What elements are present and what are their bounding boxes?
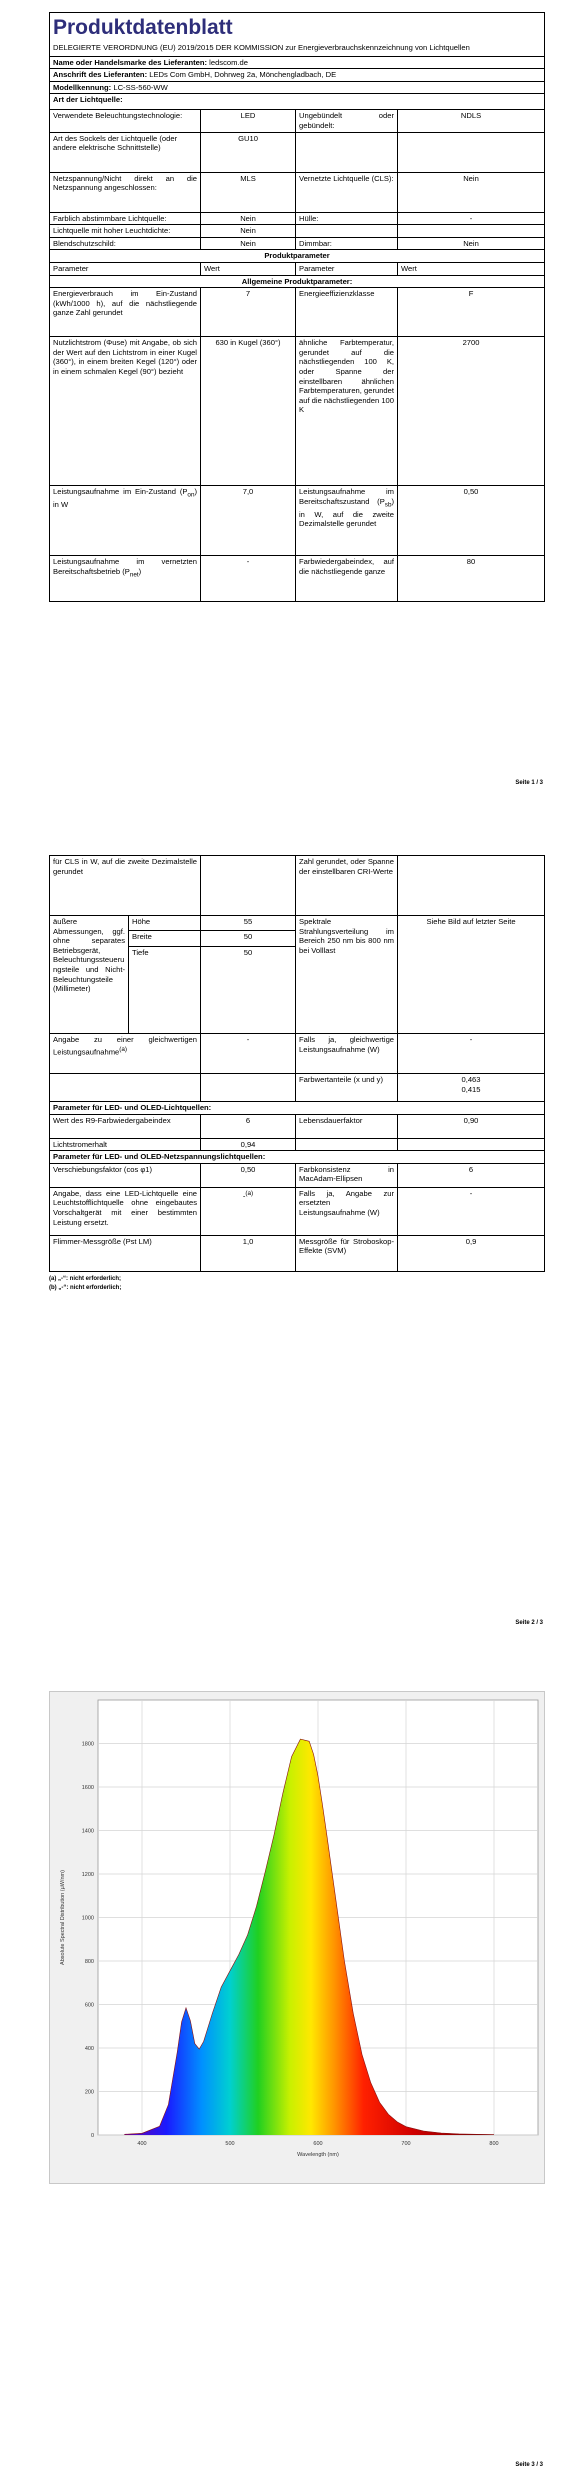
equiv-label <box>50 1034 201 1074</box>
footnote-b <box>49 1284 544 1293</box>
empty-cell <box>296 132 398 172</box>
page-number-2: Seite 2 / 3 <box>515 1620 543 1626</box>
tech-value: LED <box>201 110 296 132</box>
y-tick-label: 0 <box>90 2133 94 2139</box>
claim-sup: (a) <box>245 1189 254 1197</box>
footnote-b-text: „-“: nicht erforderlich; <box>58 1284 122 1291</box>
page-1 <box>49 12 544 602</box>
life-label: Lebensdauerfaktor <box>296 1114 398 1138</box>
y-tick-label: 800 <box>84 1959 94 1965</box>
height-label: Höhe <box>129 916 201 931</box>
width-label: Breite <box>129 931 201 946</box>
strobo-value: 0,9 <box>398 1235 545 1271</box>
y-tick-label: 1000 <box>81 1915 94 1922</box>
x-axis-label: Wavelength (nm) <box>297 2152 339 2158</box>
flux-value: 630 in Kugel (360°) <box>201 337 296 486</box>
cri-label-part1: Farbwiedergabeindex, auf die nächstliegende ganze <box>296 556 398 602</box>
nondirect-value: NDLS <box>398 110 545 132</box>
r9-value: 6 <box>201 1114 296 1138</box>
consist-value: 6 <box>398 1163 545 1187</box>
col-param-2: Parameter <box>296 262 398 275</box>
dim-label: Dimmbar: <box>296 237 398 250</box>
empty-cell <box>296 225 398 238</box>
model-value: LC-SS-560-WW <box>113 82 168 92</box>
empty-cell <box>398 225 545 238</box>
claim-w-value: - <box>398 1187 545 1235</box>
envelope-value: - <box>398 212 545 225</box>
model-row <box>50 81 545 94</box>
spectrum-svg <box>50 1692 544 2183</box>
cos-value: 0,50 <box>201 1163 296 1187</box>
consist-label: Farbkonsistenz in MacAdam-Ellipsen <box>296 1163 398 1187</box>
claim-label: Angabe, dass eine LED-Lichtquelle eine Leuchtstofflichtquelle ohne eingebautes Vorschaltgerät mit einer bestimmten Leistung ersetzt. <box>50 1187 201 1235</box>
col-value-1: Wert <box>201 262 296 275</box>
psb-label-unit: ) in W, auf die zweite Dezimalstelle gerundet <box>299 496 394 529</box>
dim-value: Nein <box>398 237 545 250</box>
psb-label-text: Leistungsaufnahme im Bereitschaftszustand (P <box>299 487 394 506</box>
empty-cell <box>296 1138 398 1151</box>
high-luminance-label: Lichtquelle mit hoher Leuchtdichte: <box>50 225 201 238</box>
chroma-y: 0,415 <box>461 1084 481 1094</box>
datasheet-table-page-1 <box>49 12 545 602</box>
eclass-label: Energieeffizienzklasse <box>296 288 398 337</box>
pnet-label <box>50 556 201 602</box>
empty-cell <box>201 856 296 916</box>
pon-label-text: Leistungsaufnahme im Ein-Zustand (P <box>53 487 188 497</box>
psb-label <box>296 486 398 556</box>
life-value: 0,90 <box>398 1114 545 1138</box>
regulation-text: DELEGIERTE VERORDNUNG (EU) 2019/2015 DER KOMMISSION zur Energieverbrauchskennzeichnung von Lichtquellen <box>53 43 470 52</box>
y-tick-label: 600 <box>84 2002 94 2009</box>
footnote-a <box>49 1275 544 1284</box>
pnet-label-text: Leistungsaufnahme im vernetzten Bereitschaftsbetrieb (P <box>53 557 197 576</box>
footnote-a-mark: (a) <box>49 1275 57 1282</box>
flicker-label: Flimmer-Messgröße (Pst LM) <box>50 1235 201 1271</box>
led-params-header: Parameter für LED- und OLED-Lichtquellen: <box>50 1102 545 1115</box>
cri-label-part2: Zahl gerundet, oder Spanne der einstellbaren CRI-Werte <box>296 856 398 916</box>
address-value: LEDs Com GmbH, Dohrweg 2a, Mönchengladbach, DE <box>149 70 337 80</box>
empty-cell <box>398 132 545 172</box>
socket-value: GU10 <box>201 132 296 172</box>
equiv-value: - <box>201 1034 296 1074</box>
width-value: 50 <box>201 931 296 946</box>
height-value: 55 <box>201 916 296 931</box>
depth-value: 50 <box>201 946 296 1033</box>
strobo-label: Messgröße für Stroboskop-Effekte (SVM) <box>296 1235 398 1271</box>
pnet-sub: net <box>129 571 139 579</box>
depth-label: Tiefe <box>129 946 201 1033</box>
page-number-3: Seite 3 / 3 <box>515 2462 543 2468</box>
equiv-w-value: - <box>398 1034 545 1074</box>
y-axis-label: Absolute Spectral Distribution (µW/nm) <box>60 1870 66 1965</box>
cls-value: Nein <box>398 172 545 212</box>
pnet-value: - <box>201 556 296 602</box>
cls-label: Vernetzte Lichtquelle (CLS): <box>296 172 398 212</box>
pon-label <box>50 486 201 556</box>
brand-value: ledscom.de <box>209 57 249 67</box>
high-luminance-value: Nein <box>201 225 296 238</box>
mains-value: MLS <box>201 172 296 212</box>
shield-label: Blendschutzschild: <box>50 237 201 250</box>
eclass-value: F <box>398 288 545 337</box>
page-2 <box>49 855 544 1293</box>
x-tick-label: 700 <box>401 2141 411 2147</box>
general-params-header: Allgemeine Produktparameter: <box>50 275 545 288</box>
pon-value: 7,0 <box>201 486 296 556</box>
address-label: Anschrift des Lieferanten: <box>53 70 148 80</box>
x-tick-label: 400 <box>137 2141 147 2147</box>
shield-value: Nein <box>201 237 296 250</box>
psb-sub: sb <box>384 501 392 509</box>
flicker-value: 1,0 <box>201 1235 296 1271</box>
footnote-b-mark: (b) <box>49 1284 57 1291</box>
maint-label: Lichtstromerhalt <box>50 1138 201 1151</box>
energy-label: Energieverbrauch im Ein-Zustand (kWh/1000 h), auf die nächstliegende ganze Zahl gerundet <box>50 288 201 337</box>
mains-params-header: Parameter für LED- und OLED-Netzspannungslichtquellen: <box>50 1151 545 1164</box>
page-number-1: Seite 1 / 3 <box>515 780 543 786</box>
y-tick-label: 400 <box>84 2046 94 2052</box>
datasheet-table-page-2 <box>49 855 545 1272</box>
y-tick-label: 1200 <box>81 1872 94 1878</box>
empty-cell <box>201 1074 296 1102</box>
flux-label: Nutzlichtstrom (Φuse) mit Angabe, ob sich der Wert auf den Lichtstrom in einer Kugel (360°), in einem breiten Kegel (120°) oder in einem schmalen Kegel (90°) bezieht <box>50 337 201 486</box>
cos-label: Verschiebungsfaktor (cos φ1) <box>50 1163 201 1187</box>
colour-label: Farblich abstimmbare Lichtquelle: <box>50 212 201 225</box>
nondirect-label: Ungebündelt oder gebündelt: <box>296 110 398 132</box>
claim-value-text: - <box>242 1191 246 1201</box>
brand-row <box>50 56 545 69</box>
tech-label: Verwendete Beleuchtungstechnologie: <box>50 110 201 132</box>
document-title: Produktdatenblatt <box>53 16 233 39</box>
spd-value: Siehe Bild auf letzter Seite <box>398 916 545 1034</box>
cct-value: 2700 <box>398 337 545 486</box>
lamp-type-header: Art der Lichtquelle: <box>50 94 545 110</box>
equiv-label-text: Angabe zu einer gleichwertigen Leistungsaufnahme <box>53 1035 198 1057</box>
maint-value: 0,94 <box>201 1138 296 1151</box>
y-tick-label: 1400 <box>81 1828 94 1835</box>
socket-label: Art des Sockels der Lichtquelle (oder andere elektrische Schnittstelle) <box>50 132 201 172</box>
spectrum-chart <box>49 1691 545 2184</box>
address-row <box>50 69 545 82</box>
empty-cell <box>398 1138 545 1151</box>
pon-label-unit: ) in W <box>53 487 197 510</box>
equiv-w-label: Falls ja, gleichwertige Leistungsaufnahme (W) <box>296 1034 398 1074</box>
cct-label: ähnliche Farbtemperatur, gerundet auf die nächstliegenden 100 K, oder Spanne der einstellbaren ähnlichen Farbtemperaturen, gerundet auf die nächstliegenden 100 K <box>296 337 398 486</box>
dims-label: äußere Abmessungen, ggf. ohne separates Betriebsgerät, Beleuchtungssteuerungsteile und Nicht-Beleuchtungsteile (Millimeter) <box>50 916 129 1034</box>
spd-label: Spektrale Strahlungsverteilung im Bereich 250 nm bis 800 nm bei Volllast <box>296 916 398 1034</box>
footnote-a-text: „-“: nicht erforderlich; <box>58 1275 122 1282</box>
pon-sub: on <box>187 491 195 499</box>
pnet-label-close: ) <box>138 566 142 576</box>
y-tick-label: 200 <box>84 2089 94 2096</box>
x-tick-label: 800 <box>489 2141 499 2147</box>
cri-value: 80 <box>398 556 545 602</box>
footnotes <box>49 1275 544 1293</box>
mains-label: Netzspannung/Nicht direkt an die Netzspannung angeschlossen: <box>50 172 201 212</box>
colour-value: Nein <box>201 212 296 225</box>
product-params-header: Produktparameter <box>50 250 545 263</box>
col-value-2: Wert <box>398 262 545 275</box>
y-tick-label: 1600 <box>81 1785 94 1791</box>
chroma-label: Farbwertanteile (x und y) <box>296 1074 398 1102</box>
model-label: Modellkennung: <box>53 82 112 92</box>
envelope-label: Hülle: <box>296 212 398 225</box>
claim-value <box>201 1187 296 1235</box>
psb-value: 0,50 <box>398 486 545 556</box>
chroma-value <box>398 1074 545 1102</box>
empty-cell <box>398 856 545 916</box>
equiv-sup: (a) <box>119 1045 128 1053</box>
energy-value: 7 <box>201 288 296 337</box>
x-tick-label: 600 <box>313 2141 323 2147</box>
r9-label: Wert des R9-Farbwiedergabeindex <box>50 1114 201 1138</box>
y-tick-label: 1800 <box>81 1741 94 1748</box>
claim-w-label: Falls ja, Angabe zur ersetzten Leistungsaufnahme (W) <box>296 1187 398 1235</box>
brand-label: Name oder Handelsmarke des Lieferanten: <box>53 57 208 67</box>
col-param-1: Parameter <box>50 262 201 275</box>
chroma-x: 0,463 <box>461 1075 481 1084</box>
empty-cell <box>50 1074 201 1102</box>
pnet-label-continued: für CLS in W, auf die zweite Dezimalstelle gerundet <box>50 856 201 916</box>
x-tick-label: 500 <box>225 2141 235 2147</box>
